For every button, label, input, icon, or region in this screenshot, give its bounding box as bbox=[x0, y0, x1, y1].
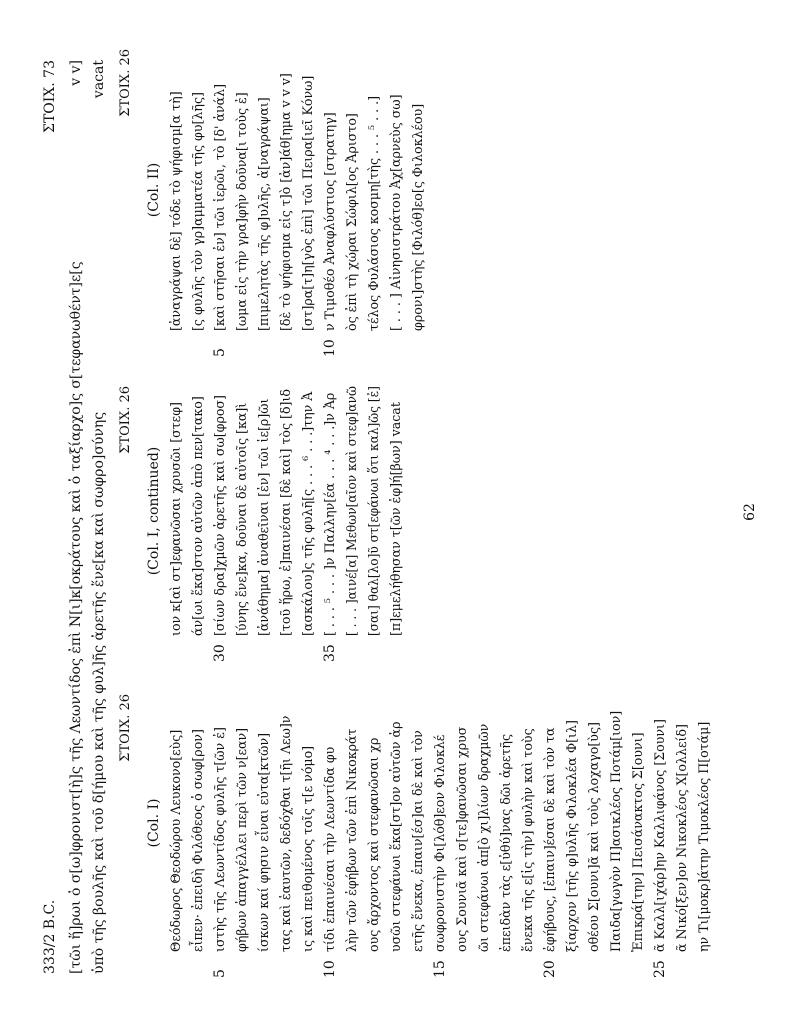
line-text: [ . . . ]αινέ[α] Μεθων[αῖον καὶ στεφ]ανῶ bbox=[344, 386, 359, 636]
inscription-line bbox=[300, 694, 322, 952]
line-number: 15 bbox=[432, 960, 448, 978]
heading-line-suffix: v v] bbox=[68, 60, 84, 86]
line-text: λὴν τῶν ἐφήβων τῶν ἐπὶ Νικοκράτ bbox=[344, 728, 359, 952]
line-text: τίδι ἐπαινέσαι τὴν Λεωντίδα φυ bbox=[322, 746, 337, 952]
line-number: 30 bbox=[212, 644, 228, 662]
inscription-line bbox=[256, 386, 278, 636]
inscription-line bbox=[388, 694, 410, 952]
heading-line-text: ὑπὸ τῆς βουλῆς καὶ τοῦ δ[ήμου καὶ τῆς φυλ]ῆς ἀρετῆς ἕνε[κα καὶ σωφρο]σύνης bbox=[91, 411, 107, 974]
line-text: ἐφήβους, [ἐπαιν]έσαι δὲ καὶ τὸν τα bbox=[542, 727, 557, 952]
line-text: ίσκων καί φησιν εἶναι εὐτα[κτῶν] bbox=[256, 732, 271, 952]
inscription-line bbox=[190, 49, 212, 331]
line-number: 10 bbox=[322, 960, 338, 978]
inscription-line bbox=[256, 694, 278, 952]
inscription-line bbox=[322, 694, 344, 978]
inscription-line bbox=[696, 694, 718, 952]
page-number: 62 bbox=[742, 503, 758, 521]
column-lines bbox=[168, 49, 432, 357]
line-text: [καὶ στῆσαι ἐν] τῶι ἱερῶι, τὸ [δ' ἀνάλ] bbox=[212, 83, 227, 331]
line-text: ιον κ[αὶ στ]εφανῶσαι χρυσῶι [στεφ] bbox=[168, 402, 183, 636]
inscription-line bbox=[674, 694, 696, 952]
column-stoichedon: ΣΤΟΙΧ. 26 bbox=[118, 694, 133, 762]
line-text: ὸς ἐπὶ τὴ χώραι Σώφιλ[ος Ἀριστο] bbox=[344, 113, 359, 331]
line-text: [π]εμελήθησαν τ[ῶν ἐφ]ή[βων] vacat bbox=[388, 402, 403, 636]
column-lines bbox=[168, 694, 718, 978]
line-text: [σίων δρα]χμῶν ἀρετῆς καὶ σω[φροσ] bbox=[212, 395, 227, 636]
line-number: 5 bbox=[212, 348, 228, 357]
inscription-line bbox=[652, 694, 674, 978]
line-number: 35 bbox=[322, 644, 338, 662]
line-text: ις καὶ πειθομένος τοῖς τ[ε νόμο] bbox=[300, 745, 315, 952]
line-text: Παιδα[γωγὸν Π]ασικλέος Ποτάμ[ιον] bbox=[608, 710, 623, 952]
line-text: [στ]ρα[τ]η[γὸς ἐπὶ] τῶι Πειρα[ιεῖ Κόνω] bbox=[300, 75, 315, 331]
line-text: [ἀναγράψαι δὲ] τόδε τὸ ψήφισμ[α τὴ] bbox=[168, 91, 183, 331]
inscription-line bbox=[388, 386, 410, 636]
inscription-line bbox=[608, 694, 630, 952]
line-text: [ἀνάθημα] ἀναθεῖναι [ἐν] τῶι ἱε[ρ]ῶι bbox=[256, 398, 271, 636]
heading-line-suffix: vacat bbox=[91, 60, 107, 99]
line-text: ἕνεκα τῆς ε[ἰς τὴν] φυλὴν καὶ τοὺς bbox=[520, 728, 535, 952]
column-stoichedon: ΣΤΟΙΧ. 26 bbox=[118, 49, 133, 117]
inscription-line bbox=[212, 49, 234, 357]
line-text: ῶι στεφάνωι ἀπ[ὸ χι]λίων δραχμῶν bbox=[476, 723, 491, 952]
line-text: ετῆς ἕνεκα, ἐπαιν[έσ]αι δὲ καὶ τὸν bbox=[410, 730, 425, 952]
line-text: φρονι]στὴς [Φιλόθ]εο[ς Φιλοκλέου] bbox=[410, 103, 425, 331]
line-text: ᾶ Καλλ[ιχάρ]ην Καλλιφάνος [Σουνι] bbox=[652, 719, 667, 952]
inscription-line bbox=[300, 49, 322, 331]
line-text: υσῶι στεφάνωι ἕκα[στ]ον αὐτῶν ἀρ bbox=[388, 721, 403, 952]
inscription-line bbox=[212, 386, 234, 662]
line-number: 20 bbox=[542, 960, 558, 978]
line-text: ξίαρχον [τῆς φ]υλῆς Φιλοκλέα Φ[ιλ] bbox=[564, 720, 579, 952]
inscription-line bbox=[190, 386, 212, 636]
inscription-line bbox=[476, 694, 498, 952]
inscription-line bbox=[542, 694, 564, 978]
inscription-line bbox=[388, 49, 410, 331]
inscription-line bbox=[630, 694, 652, 952]
inscription-line bbox=[498, 694, 520, 952]
line-text: άν[ωι ἕκα]στον αὐτῶν ἀπὸ πεν[τακο] bbox=[190, 396, 205, 636]
line-text: [δὲ τὸ ψήφισμα εἰς τ]ὸ [ἀν]άθ[ημα v v v] bbox=[278, 73, 293, 331]
inscription-line bbox=[168, 386, 190, 636]
inscription-line bbox=[322, 49, 344, 357]
inscription-line bbox=[564, 694, 586, 952]
inscription-line bbox=[168, 694, 190, 952]
line-number: 5 bbox=[212, 969, 228, 978]
line-text: [ασκάλου]ς τῆς φυλῆ[ς . . . ⁶ . . .]την Ἀ bbox=[300, 391, 315, 636]
inscription-line bbox=[344, 49, 366, 331]
inscription-line bbox=[366, 386, 388, 636]
inscription-line bbox=[300, 386, 322, 636]
inscription-line bbox=[278, 386, 300, 636]
heading-line bbox=[91, 60, 114, 974]
line-text: τας καὶ ἑαυτῶν, δεδόχθαι τ[ῆι Λεω]ν bbox=[278, 715, 293, 952]
line-text: φήβων ἀπαγγέλλει περὶ τῶν ν[εαν] bbox=[234, 727, 249, 952]
line-text: [ . . . ⁵ . . . ]ν Παλλην[έα . . . ⁴ . . .]ν Ἀρ bbox=[322, 392, 337, 636]
running-head bbox=[40, 60, 60, 974]
heading-line-text: [τῶι ἥ]ρωι ὁ σ[ω]φρονιστ[ὴ]ς τῆς Λεωντίδος ἐπὶ Ν[ι]κ[οκράτους καὶ ὁ ταξίαρχο]ς σ[τεφανωθέντ]ε[ς bbox=[68, 261, 84, 974]
column-heading: (Col. I, continued) bbox=[146, 446, 162, 576]
running-head-date: 333/2 B.C. bbox=[42, 899, 58, 974]
inscription-line bbox=[344, 386, 366, 636]
column-col-i-continued bbox=[118, 386, 410, 662]
line-text: Ἐπικρά[την] Πεισάνακτος Σ[ουνι] bbox=[630, 732, 645, 952]
column-col-i bbox=[118, 694, 718, 978]
line-text: [ύνης ἕνε]κα, δοῦναι δὲ αὐτοῖς [κα]ὶ bbox=[234, 402, 249, 636]
line-text: ους Σουνιᾶ καὶ σ[τε]φανῶσαι χρυσ bbox=[454, 726, 469, 952]
line-text: ν Τιμοθέο Ἀναφλύστιος [στρατηγ] bbox=[322, 112, 337, 331]
line-text: [τοῦ ἥρω, ἐ]παινέσαι [δὲ καὶ] τὸς [δ]ιδ bbox=[278, 389, 293, 636]
line-text: ἐπειδὰν τὰς ε[ὐθύ]νας δῶι ἀρετῆς bbox=[498, 733, 513, 952]
line-text: τέλος Φυλάσιος κοσμη[τὴς . . . ⁵ . . .] bbox=[366, 95, 381, 331]
column-heading: (Col. II) bbox=[146, 162, 162, 218]
line-text: οθέου Σ[ουνι]ᾶ καὶ τοὺς λοχαγο[ὺς] bbox=[586, 722, 601, 952]
inscription-line bbox=[212, 694, 234, 978]
inscription-line bbox=[234, 49, 256, 331]
inscription-line bbox=[432, 694, 454, 978]
inscription-heading-block bbox=[68, 60, 114, 974]
inscription-line bbox=[190, 694, 212, 952]
inscription-line bbox=[520, 694, 542, 952]
line-text: [σαι] θαλ[λο]ῦ στ[εφάνωι ὅτι καλ]ῶς [ἐ] bbox=[366, 386, 381, 636]
heading-line bbox=[68, 60, 91, 974]
line-text: σωφρονιστὴν Φι[λόθ]εον Φιλοκλέ bbox=[432, 734, 447, 952]
inscription-line bbox=[278, 694, 300, 952]
line-text: ην Τι[μοκρ]άτην Τιμοκλέος Π[οτάμ] bbox=[696, 721, 711, 952]
inscription-line bbox=[234, 694, 256, 952]
line-text: [ . . . ] Αἰνησιστράτου Ἀχ[αρνεὺς σω] bbox=[388, 94, 403, 331]
line-text: Θεόδωρος Θεοδώρου Λευκονο[εὺς] bbox=[168, 729, 183, 952]
column-lines bbox=[168, 386, 410, 662]
column-stoichedon: ΣΤΟΙΧ. 26 bbox=[118, 386, 133, 454]
inscription-line bbox=[278, 49, 300, 331]
line-text: [πιμελητὰς τῆς φ]υλῆς, ἀ[ναγράψαι] bbox=[256, 97, 271, 331]
column-col-ii bbox=[118, 49, 432, 357]
inscription-line bbox=[256, 49, 278, 331]
inscription-line bbox=[366, 694, 388, 952]
inscription-line bbox=[234, 386, 256, 636]
inscription-line bbox=[410, 49, 432, 331]
running-head-stoichedon: ΣΤΟΙΧ. 73 bbox=[42, 60, 58, 133]
line-text: ους ἄρχοντος καὶ στεφανῶσαι χρ bbox=[366, 737, 381, 952]
inscription-line bbox=[410, 694, 432, 952]
inscription-line bbox=[322, 386, 344, 662]
inscription-line bbox=[586, 694, 608, 952]
inscription-line bbox=[168, 49, 190, 331]
line-text: ᾶ Νικό[ξεν]ον Νικοκλέος Χ[ολλείδ] bbox=[674, 724, 689, 952]
inscription-line bbox=[366, 49, 388, 331]
line-number: 25 bbox=[652, 960, 668, 978]
line-text: εἶπεν· ἐπειδὴ Φιλόθεος ὁ σωφ[ρον] bbox=[190, 729, 205, 952]
line-text: [ωμα εἰς τὴν γρα]φὴν δοῦνα[ι τοὺς ἐ] bbox=[234, 92, 249, 331]
line-text: ιστὴς τῆς Λεωντίδος φυλῆς τ[ῶν ἐ] bbox=[212, 727, 227, 952]
column-heading: (Col. I) bbox=[146, 798, 162, 848]
line-text: [ς φυλῆς τὸν γρ]αμματέα τῆς φυ[λῆς] bbox=[190, 92, 205, 331]
inscription-line bbox=[344, 694, 366, 952]
inscription-line bbox=[454, 694, 476, 952]
line-number: 10 bbox=[322, 339, 338, 357]
